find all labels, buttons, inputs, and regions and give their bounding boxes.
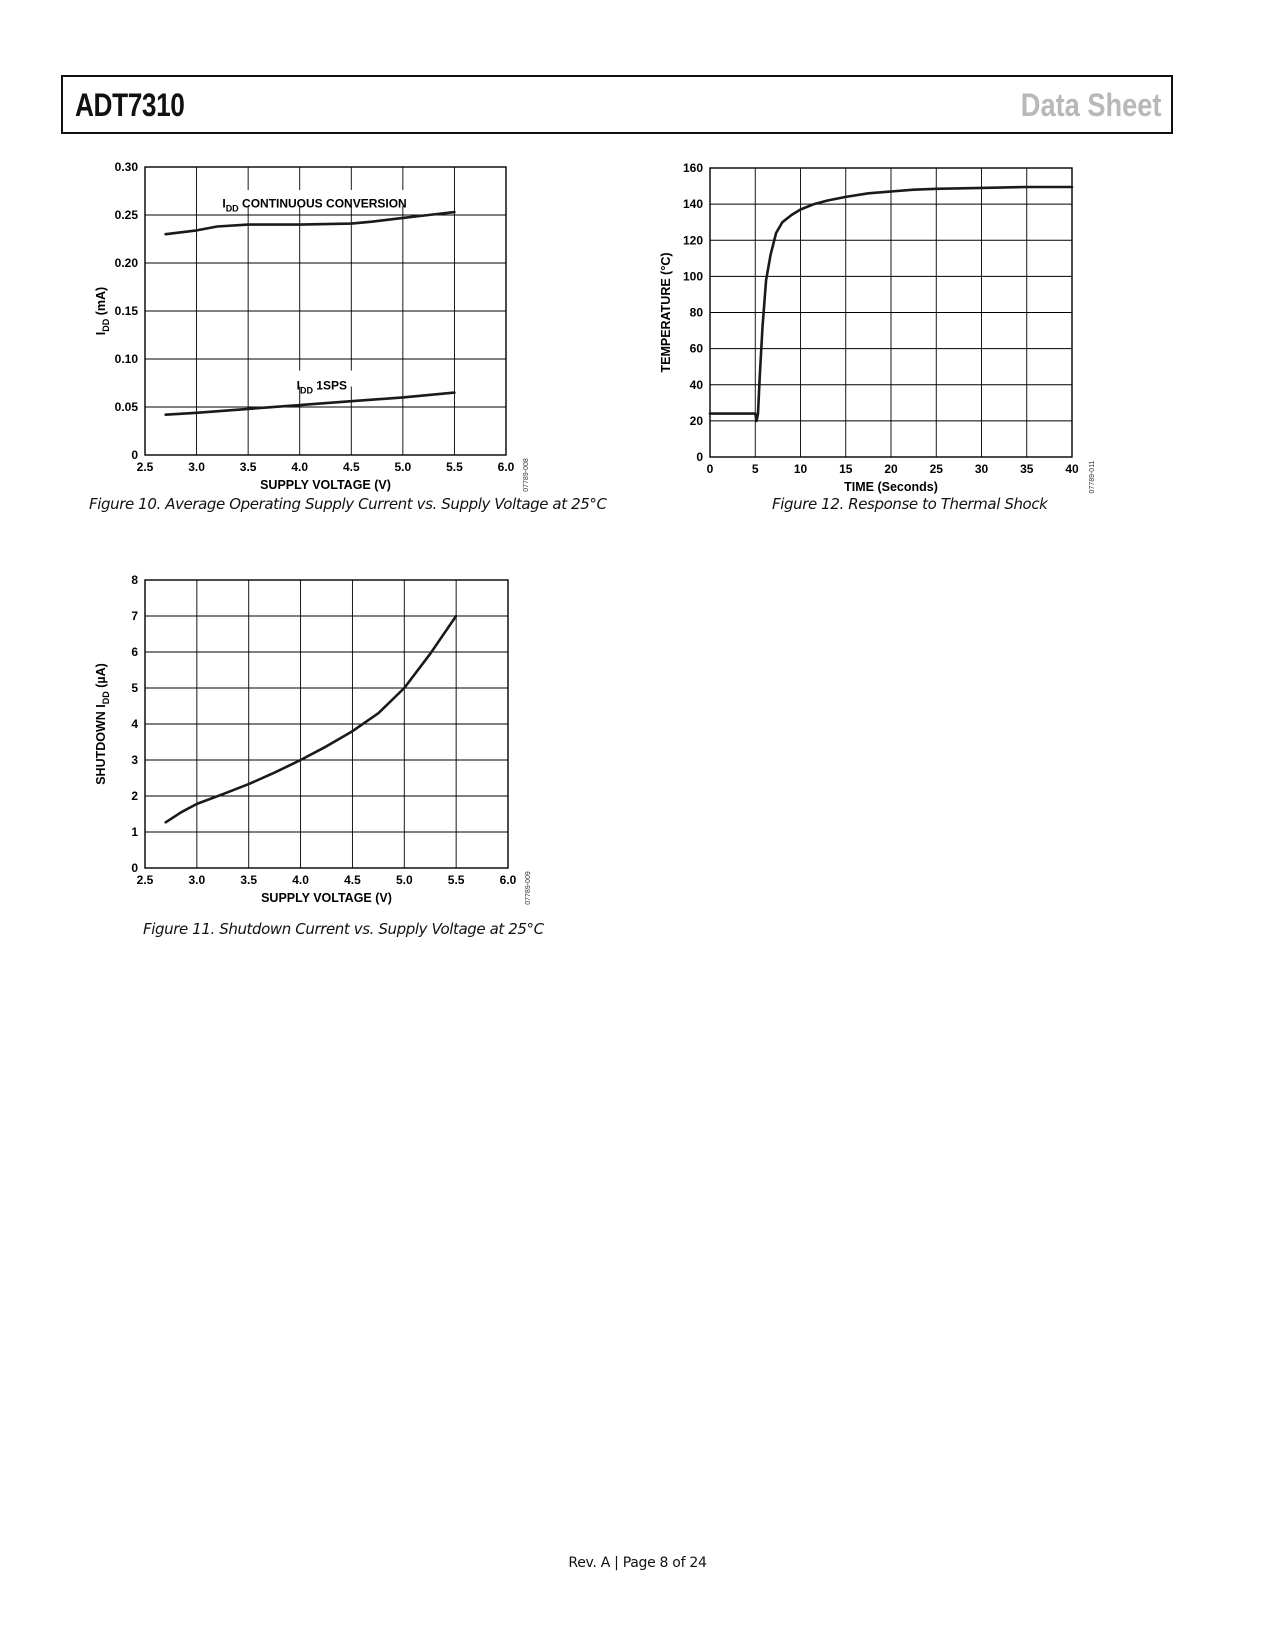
figure-12-caption: Figure 12. Response to Thermal Shock: [772, 495, 1048, 513]
y-axis-title: SHUTDOWN $I_{DD}$ (µA): [94, 663, 111, 785]
chart-fig12-group: [659, 161, 1096, 494]
document-title: ADT7310: [75, 87, 185, 123]
y-tick-label: 8: [131, 573, 138, 587]
x-tick-label: 15: [839, 462, 853, 476]
y-tick-label: 3: [131, 753, 138, 767]
x-tick-label: 6.0: [497, 460, 515, 474]
y-tick-label: 2: [131, 789, 138, 803]
x-tick-label: 4.0: [291, 460, 309, 474]
y-tick-label: 1: [131, 825, 138, 839]
x-tick-label: 10: [793, 462, 808, 476]
series-line: [166, 393, 455, 415]
x-tick-label: 3.0: [188, 460, 205, 474]
chart-fig11-group: [94, 573, 532, 905]
y-tick-label: 0.30: [114, 160, 138, 174]
y-tick-label: 0.10: [114, 352, 138, 366]
x-tick-label: 4.5: [344, 873, 361, 887]
x-tick-label: 0: [706, 462, 714, 476]
x-tick-label: 3.0: [188, 873, 206, 887]
y-tick-label: 4: [131, 717, 138, 731]
x-tick-label: 4.0: [292, 873, 309, 887]
x-tick-label: 2.5: [136, 873, 154, 887]
y-tick-label: 0.05: [114, 400, 138, 414]
y-tick-label: 100: [682, 269, 703, 284]
y-tick-label: 120: [682, 233, 703, 248]
x-tick-label: 3.5: [239, 460, 257, 474]
x-tick-label: 5.5: [447, 873, 465, 887]
y-tick-label: 160: [682, 161, 703, 175]
x-tick-label: 3.5: [240, 873, 258, 887]
y-axis-title: $I_{DD}$ (mA): [94, 286, 111, 336]
x-tick-label: 5.5: [446, 460, 463, 474]
x-tick-label: 5: [751, 462, 759, 476]
x-tick-label: 2.5: [136, 460, 154, 474]
y-tick-label: 0.25: [114, 208, 138, 222]
x-axis-title: SUPPLY VOLTAGE (V): [261, 891, 392, 905]
x-tick-label: 5.0: [394, 460, 412, 474]
figure-code: 07789-009: [525, 871, 532, 905]
y-tick-label: 0.20: [114, 256, 138, 270]
x-tick-label: 6.0: [499, 873, 517, 887]
y-tick-label: 0: [131, 448, 138, 462]
y-tick-label: 0: [696, 450, 703, 464]
y-tick-label: 40: [689, 377, 703, 392]
figure-10-caption: Figure 10. Average Operating Supply Current vs. Supply Voltage at 25°C: [89, 495, 607, 513]
x-axis-title: TIME (Seconds): [844, 480, 938, 494]
x-tick-label: 20: [884, 462, 898, 476]
y-tick-label: 140: [682, 197, 703, 212]
x-tick-label: 30: [974, 462, 989, 476]
y-tick-label: 80: [689, 305, 703, 320]
figure-code: 07789-011: [1089, 460, 1096, 494]
x-tick-label: 35: [1020, 462, 1034, 476]
x-tick-label: 4.5: [342, 460, 360, 474]
y-tick-label: 6: [131, 645, 138, 659]
y-tick-label: 20: [689, 413, 703, 428]
chart-fig10-group: [94, 160, 530, 492]
y-tick-label: 5: [131, 681, 138, 695]
page-footer: Rev. A | Page 8 of 24: [568, 1555, 707, 1571]
x-tick-label: 40: [1065, 462, 1079, 476]
figure-code: 07789-008: [523, 458, 530, 492]
series-line: [166, 616, 456, 822]
document-type-label: Data Sheet: [1020, 87, 1161, 123]
series-label: $I_{DD}$ CONTINUOUS CONVERSION: [222, 196, 407, 214]
y-tick-label: 0: [131, 861, 138, 875]
x-tick-label: 25: [929, 462, 943, 476]
x-axis-title: SUPPLY VOLTAGE (V): [260, 478, 391, 492]
y-tick-label: 0.15: [114, 304, 138, 318]
y-axis-title: TEMPERATURE (°C): [659, 252, 673, 373]
y-tick-label: 7: [131, 609, 138, 623]
series-label: $I_{DD}$ 1SPS: [296, 378, 347, 396]
x-tick-label: 5.0: [395, 873, 413, 887]
figure-11-caption: Figure 11. Shutdown Current vs. Supply Voltage at 25°C: [143, 920, 544, 938]
y-tick-label: 60: [689, 341, 703, 356]
